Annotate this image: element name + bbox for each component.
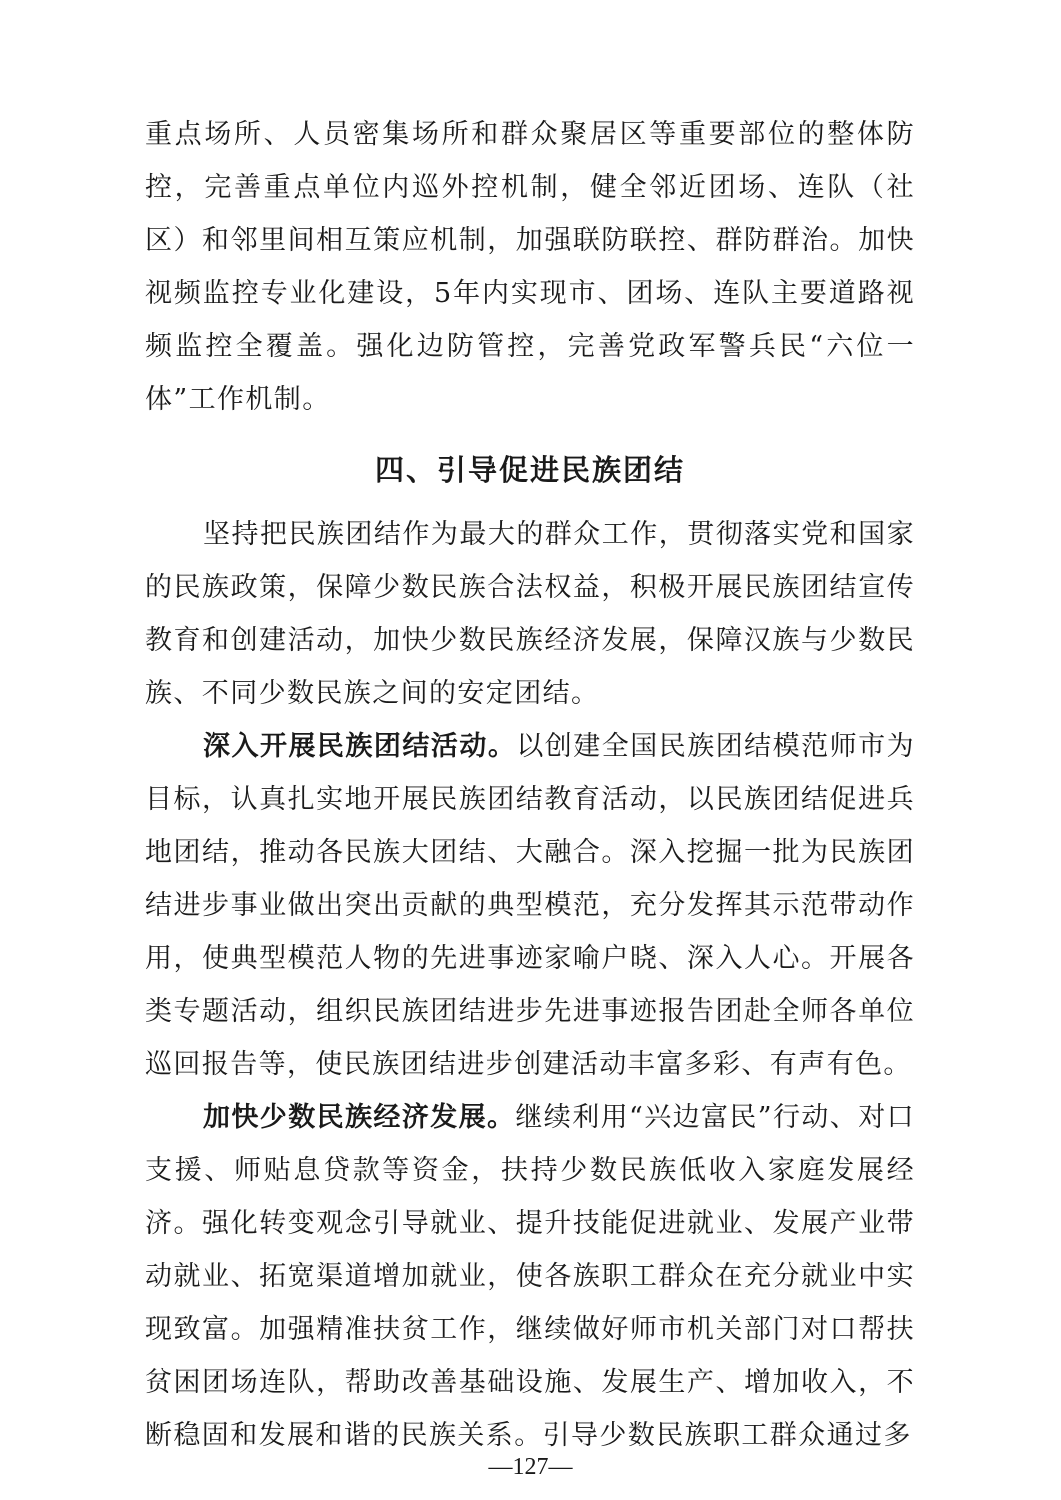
paragraph-ethnic-unity-activities xyxy=(145,720,915,1091)
page-number: —127— xyxy=(488,1454,573,1480)
section-heading: 四、引导促进民族团结 xyxy=(374,453,685,487)
intro-paragraph: 坚持把民族团结作为最大的群众工作，贯彻落实党和国家的民族政策，保障少数民族合法权益，积极开展民族团结宣传教育和创建活动，加快少数民族经济发展，保障汉族与少数民族、不同少数民族之间的安定团结。 xyxy=(145,519,915,709)
paragraph-minority-economic-development xyxy=(145,1091,915,1462)
paragraph-lead-minority-economic-development: 加快少数民族经济发展。 xyxy=(203,1102,516,1133)
paragraph-text-ethnic-unity-activities: 以创建全国民族团结模范师市为目标，认真扎实地开展民族团结教育活动，以民族团结促进兵地团结，推动各民族大团结、大融合。深入挖掘一批为民族团结进步事业做出突出贡献的典型模范，充分发挥其示范带动作用，使典型模范人物的先进事迹家喻户晓、深入人心。开展各类专题活动，组织民族团结进步先进事迹报告团赴全师各单位巡回报告等，使民族团结进步创建活动丰富多彩、有声有色。 xyxy=(145,731,915,1080)
continuation-paragraph: 重点场所、人员密集场所和群众聚居区等重要部位的整体防控，完善重点单位内巡外控机制，健全邻近团场、连队（社区）和邻里间相互策应机制，加强联防联控、群防群治。加快视频监控专业化建设，5年内实现市、团场、连队主要道路视频监控全覆盖。强化边防管控，完善党政军警兵民“六位一体”工作机制。 xyxy=(145,119,915,415)
paragraph-lead-ethnic-unity-activities: 深入开展民族团结活动。 xyxy=(203,731,517,762)
document-body xyxy=(145,108,915,1462)
paragraph-text-minority-economic-development: 继续利用“兴边富民”行动、对口支援、师贴息贷款等资金，扶持少数民族低收入家庭发展经济。强化转变观念引导就业、提升技能促进就业、发展产业带动就业、拓宽渠道增加就业，使各族职工群众在充分就业中实现致富。加强精准扶贫工作，继续做好师市机关部门对口帮扶贫困团场连队，帮助改善基础设施、发展生产、增加收入，不断稳固和发展和谐的民族关系。引导少数民族职工群众通过多 xyxy=(145,1102,916,1451)
